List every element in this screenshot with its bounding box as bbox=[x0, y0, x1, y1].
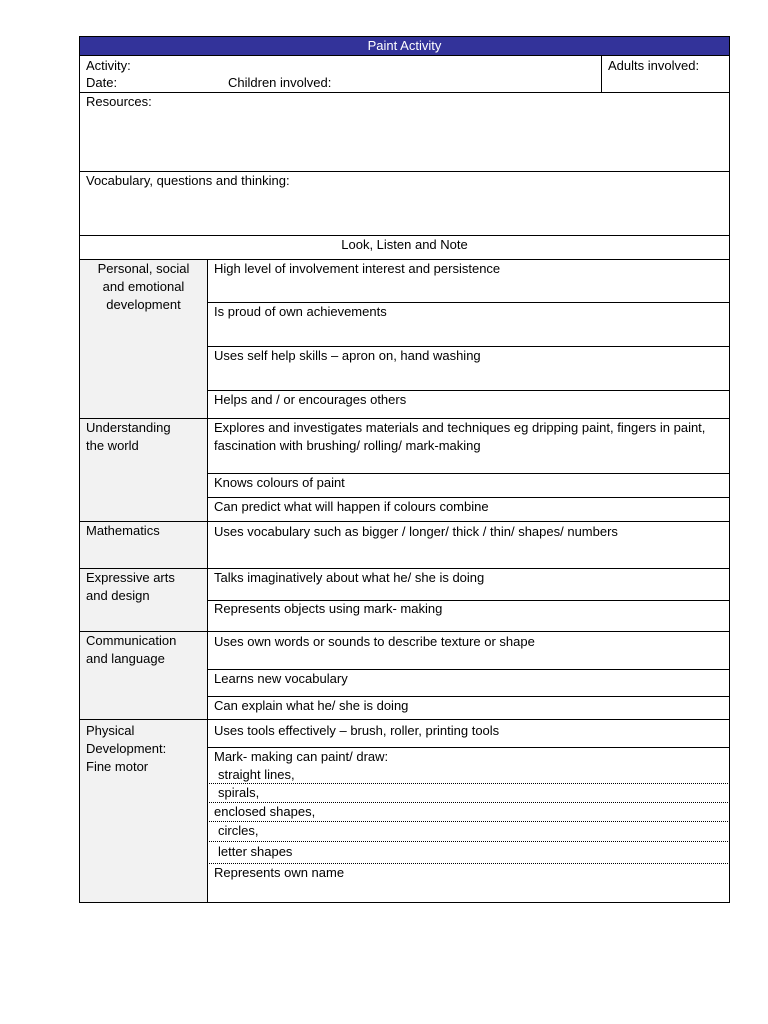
item-predict: Can predict what will happen if colours combine bbox=[214, 499, 489, 514]
category-cell bbox=[80, 522, 208, 569]
date-label: Date: bbox=[86, 75, 118, 90]
item-own-name: Represents own name bbox=[214, 865, 345, 880]
item-explores: Explores and investigates materials and techniques eg dripping paint, fingers in paint, fascination with brushing/ rolling/ mark-making bbox=[214, 420, 706, 453]
item-tools: Uses tools effectively – brush, roller, printing tools bbox=[214, 723, 500, 738]
item-enclosed-shapes: enclosed shapes, bbox=[214, 804, 316, 819]
adults-divider bbox=[601, 56, 602, 92]
item-own-words: Uses own words or sounds to describe texture or shape bbox=[214, 634, 535, 649]
category-cell bbox=[80, 632, 208, 720]
item-self-help: Uses self help skills – apron on, hand washing bbox=[214, 348, 481, 363]
category-cell bbox=[80, 419, 208, 522]
category-personal-social-emotional: Personal, social and emotional development bbox=[97, 261, 190, 312]
item-letter-shapes: letter shapes bbox=[218, 844, 293, 859]
item-mark-making: Mark- making can paint/ draw: bbox=[214, 749, 389, 764]
adults-involved-label: Adults involved: bbox=[608, 58, 700, 73]
category-mathematics: Mathematics bbox=[86, 523, 160, 538]
form-title: Paint Activity bbox=[367, 38, 442, 53]
vocabulary-label: Vocabulary, questions and thinking: bbox=[86, 173, 290, 188]
item-colours: Knows colours of paint bbox=[214, 475, 345, 490]
look-listen-note-heading: Look, Listen and Note bbox=[341, 237, 468, 252]
divider bbox=[80, 92, 729, 93]
item-vocabulary-math: Uses vocabulary such as bigger / longer/ thick / thin/ shapes/ numbers bbox=[214, 524, 618, 539]
observation-form bbox=[79, 36, 730, 903]
dotted-divider bbox=[209, 821, 728, 822]
item-represents-objects: Represents objects using mark- making bbox=[214, 601, 443, 616]
item-can-explain: Can explain what he/ she is doing bbox=[214, 698, 409, 713]
category-understanding-world: Understanding the world bbox=[86, 420, 171, 453]
category-physical-development: Physical Development: Fine motor bbox=[86, 723, 167, 774]
dotted-divider bbox=[209, 841, 728, 842]
resources-label: Resources: bbox=[86, 94, 152, 109]
item-circles: circles, bbox=[218, 823, 259, 838]
category-communication: Communication and language bbox=[86, 633, 177, 666]
title-bar bbox=[80, 37, 729, 56]
item-helps-others: Helps and / or encourages others bbox=[214, 392, 407, 407]
item-straight-lines: straight lines, bbox=[218, 767, 295, 782]
category-cell bbox=[80, 260, 208, 419]
category-expressive-arts: Expressive arts and design bbox=[86, 570, 175, 603]
activity-label: Activity: bbox=[86, 58, 131, 73]
dotted-divider bbox=[209, 783, 728, 784]
children-involved-label: Children involved: bbox=[228, 75, 332, 90]
item-involvement: High level of involvement interest and persistence bbox=[214, 261, 501, 276]
item-new-vocabulary: Learns new vocabulary bbox=[214, 671, 348, 686]
category-cell bbox=[80, 569, 208, 632]
item-spirals: spirals, bbox=[218, 785, 260, 800]
item-talks: Talks imaginatively about what he/ she is doing bbox=[214, 570, 485, 585]
item-proud: Is proud of own achievements bbox=[214, 304, 387, 319]
category-cell bbox=[80, 720, 208, 902]
